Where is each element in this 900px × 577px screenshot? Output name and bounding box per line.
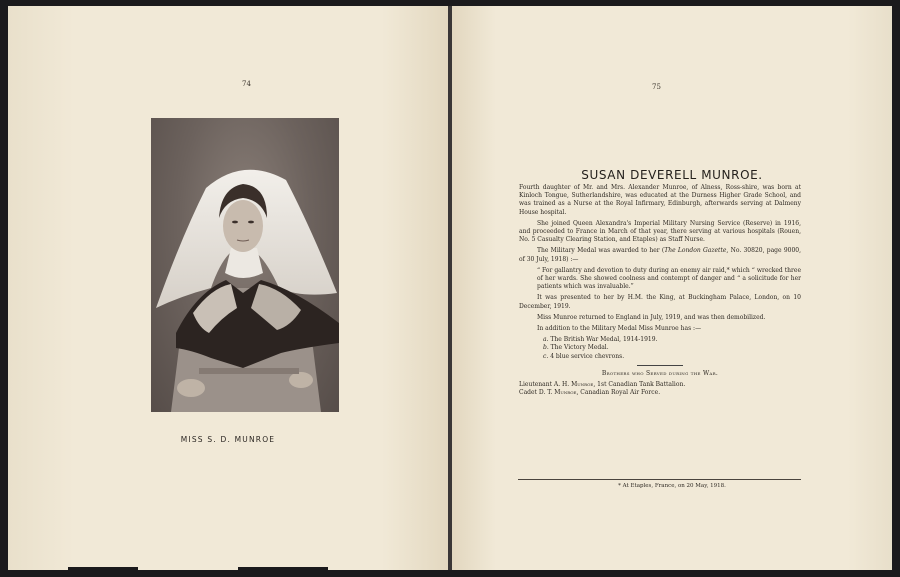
- page-number-right: 75: [652, 83, 661, 91]
- medal-list: [519, 336, 801, 361]
- article-title: SUSAN DEVERELL MUNROE.: [581, 168, 763, 182]
- brothers-heading: Brothers who Served during the War.: [601, 369, 719, 377]
- medal-award-text: The Military Medal was awarded to her (: [537, 247, 665, 255]
- brother-rank: Cadet D. T.: [519, 389, 553, 397]
- brother-entry: [519, 389, 801, 397]
- paragraph-presented: It was presented to her by H.M. the King, at Buckingham Palace, London, on 10 December, 1919.: [519, 294, 801, 310]
- paragraph-returned: Miss Munroe returned to England in July, 1919, and was then demobilized.: [537, 313, 766, 321]
- brother-rank: Lieutenant A. H.: [519, 381, 570, 389]
- brother-unit: , Canadian Royal Air Force.: [576, 389, 661, 397]
- medal-award-text: , No. 30820, page 9000, of 30 July, 1918) :—: [519, 247, 801, 263]
- list-letter: a.: [543, 336, 549, 344]
- citation-quote: “ For gallantry and devotion to duty during an enemy air raid,* which “ wrecked three of her wards. She showed coolness and contempt of danger and “ a solicitude for her patients which was invaluable.”: [537, 266, 801, 291]
- gazette-title: The London Gazette: [664, 247, 727, 255]
- brother-entry: [519, 381, 801, 389]
- list-item: [519, 336, 801, 344]
- list-letter: b.: [543, 344, 549, 352]
- section-divider: [637, 365, 683, 366]
- article-body: [519, 184, 801, 397]
- torn-edge: [68, 567, 138, 571]
- list-item: [519, 344, 801, 352]
- paragraph-addition: In addition to the Military Medal Miss Munroe has :—: [537, 325, 702, 333]
- footnote-rule: [518, 479, 801, 480]
- page-number-left: 74: [242, 80, 251, 88]
- footnote: * At Etaples, France, on 20 May, 1918.: [618, 483, 726, 489]
- paragraph-medal-award: [519, 247, 801, 263]
- paragraph-biography: Fourth daughter of Mr. and Mrs. Alexander Munroe, of Alness, Ross-shire, was born at Kinloch Tongue, Sutherlandshire, was educated at the Durness Higher Grade School, and was trained as a Nurse at the Royal Infirmary, Edinburgh, afterwards serving at Dalmeny House hospital.: [519, 184, 801, 216]
- portrait-photo: [151, 118, 339, 412]
- right-page: [452, 6, 892, 570]
- brother-surname: Munroe: [554, 389, 577, 397]
- paragraph-service: She joined Queen Alexandra's Imperial Military Nursing Service (Reserve) in 1916, and proceeded to France in March of that year, there serving at various hospitals (Rouen, No. 5 Casualty Clearing Station, and Etaples) as Staff Nurse.: [519, 219, 801, 244]
- photo-caption: MISS S. D. MUNROE: [180, 435, 276, 444]
- list-letter: c.: [543, 352, 549, 360]
- list-item: [519, 353, 801, 361]
- list-text: 4 blue service chevrons.: [550, 352, 625, 360]
- left-page: [8, 6, 448, 570]
- torn-edge: [238, 567, 328, 571]
- brother-surname: Munroe: [571, 381, 594, 389]
- list-text: The Victory Medal.: [550, 344, 609, 352]
- list-text: The British War Medal, 1914-1919.: [550, 336, 658, 344]
- brother-unit: , 1st Canadian Tank Battalion.: [593, 381, 686, 389]
